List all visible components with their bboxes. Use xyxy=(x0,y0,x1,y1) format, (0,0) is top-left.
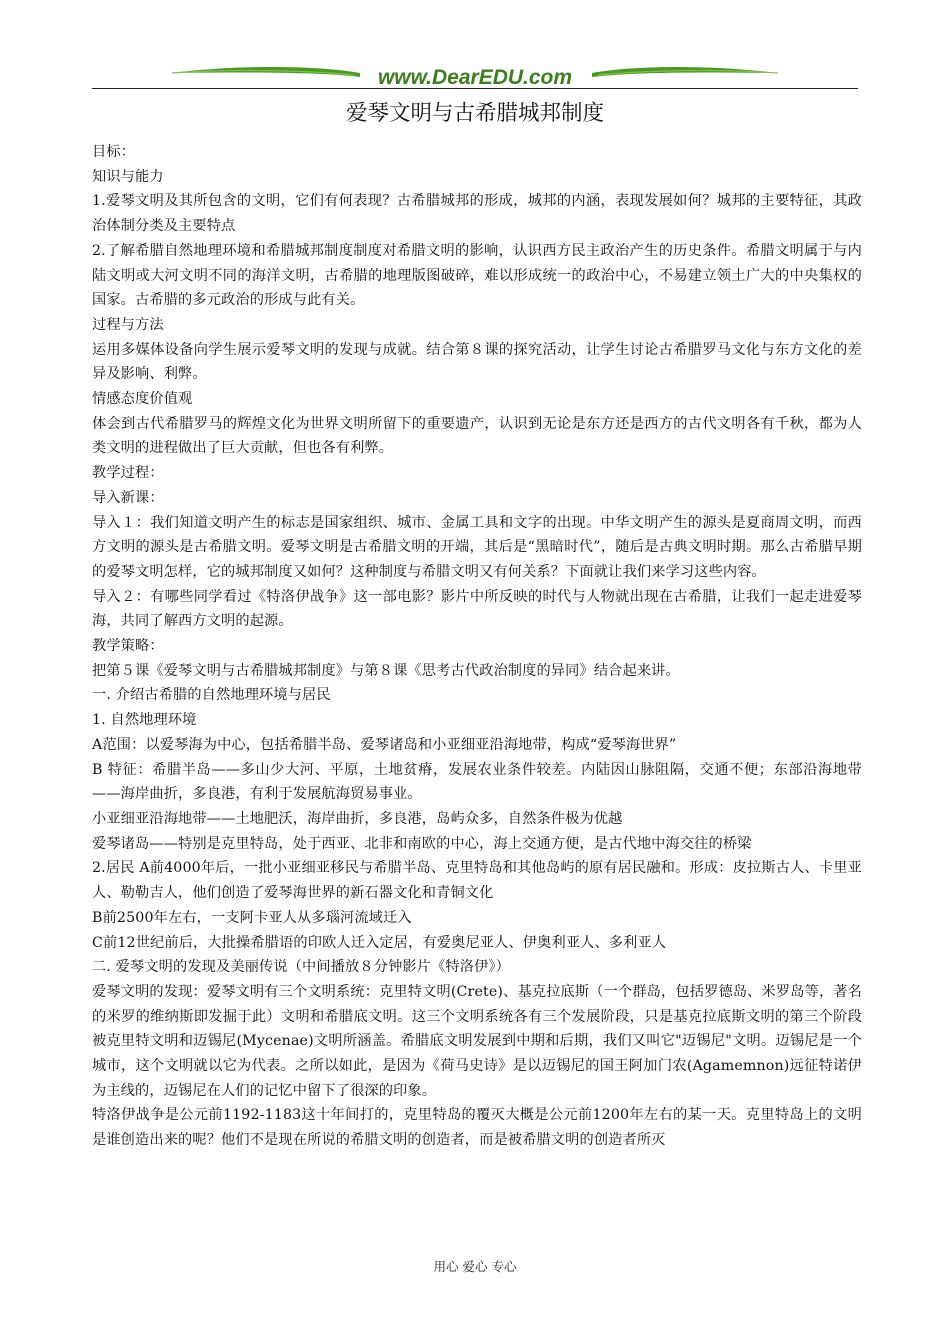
paragraph: 过程与方法 xyxy=(92,316,164,333)
paragraph: 导入１：我们知道文明产生的标志是国家组织、城市、金属工具和文字的出现。中华文明产生的源头是夏商周文明，而西方文明的源头是古希腊文明。爱琴文明是古希腊文明的开端，其后是“黑暗时代”，随后是古典文明时期。那么古希腊早期的爱琴文明怎样，它的城邦制度又如何？这种制度与希腊文明又有何关系？下面就让我们来学习这些内容。 xyxy=(92,514,862,580)
paragraph: B 特征：希腊半岛——多山少大河、平原，土地贫瘠，发展农业条件较差。内陆因山脉阻隔，交通不便；东部沿海地带——海岸曲折，多良港，有利于发展航海贸易事业。 xyxy=(92,761,862,803)
paragraph: 2.了解希腊自然地理环境和希腊城邦制度制度对希腊文明的影响，认识西方民主政治产生的历史条件。希腊文明属于与内陆文明或大河文明不同的海洋文明，古希腊的地理版图破碎，难以形成统一的政治中心，不易建立领土广大的中央集权的国家。古希腊的多元政治的形成与此有关。 xyxy=(92,242,862,309)
paragraph: 导入新课： xyxy=(92,489,164,506)
paragraph: B前2500年左右，一支阿卡亚人从多瑙河流域迁入 xyxy=(92,909,412,926)
paragraph: 运用多媒体设备向学生展示爱琴文明的发现与成就。结合第８课的探究活动，让学生讨论古希腊罗马文化与东方文化的差异及影响、利弊。 xyxy=(92,341,862,383)
paragraph: A范围：以爱琴海为中心，包括希腊半岛、爱琴诸岛和小亚细亚沿海地带，构成“爱琴海世界” xyxy=(92,736,677,753)
paragraph: 爱琴诸岛——特别是克里特岛，处于西亚、北非和南欧的中心，海上交通方便，是古代地中海交往的桥梁 xyxy=(92,835,752,852)
paragraph: 知识与能力 xyxy=(92,168,164,185)
paragraph: 目标： xyxy=(92,144,136,160)
paragraph: C前12世纪前后，大批操希腊语的印欧人迁入定居，有爱奥尼亚人、伊奥利亚人、多利亚人 xyxy=(92,934,667,951)
document-body xyxy=(92,140,862,1153)
paragraph: 爱琴文明的发现：爱琴文明有三个文明系统：克里特文明(Crete)、基克拉底斯（一个群岛，包括罗德岛、米罗岛等，著名的米罗的维纳斯即发掘于此）文明和希腊底文明。这三个文明系统各有三个发展阶段，只是基克拉底斯文明的第三个阶段被克里特文明和迈锡尼(Mycenae)文明所涵盖。希腊底文明发展到中期和后期，我们又叫它"迈锡尼"文明。迈锡尼是一个城市，这个文明就以它为代表。之所以如此，是因为《荷马史诗》是以迈锡尼的国王阿加门农(Agamemnon)远征特诺伊为主线的，迈锡尼在人们的记忆中留下了很深的印象。 xyxy=(92,983,862,1099)
paragraph: 特洛伊战争是公元前1192-1183这十年间打的，克里特岛的覆灭大概是公元前1200年左右的某一天。克里特岛上的文明是谁创造出来的呢？他们不是现在所说的希腊文明的创造者，而是被希腊文明的创造者所灭 xyxy=(92,1107,862,1149)
paragraph: 2.居民 A前4000年后，一批小亚细亚移民与希腊半岛、克里特岛和其他岛屿的原有居民融和。形成：皮拉斯古人、卡里亚人、勒勒吉人，他们创造了爱琴海世界的新石器文化和青铜文化 xyxy=(92,860,862,902)
paragraph: 导入２：有哪些同学看过《特洛伊战争》这一部电影？影片中所反映的时代与人物就出现在古希腊，让我们一起走进爱琴海，共同了解西方文明的起源。 xyxy=(92,588,862,630)
paragraph: 教学策略： xyxy=(92,638,164,655)
page-footer: 用心 爱心 专心 xyxy=(433,1259,517,1274)
page-title: 爱琴文明与古希腊城邦制度 xyxy=(345,101,604,126)
paragraph: 情感态度价值观 xyxy=(92,391,193,408)
paragraph: 把第５课《爱琴文明与古希腊城邦制度》与第８课《思考古代政治制度的异同》结合起来讲。 xyxy=(92,662,680,679)
paragraph: 1. 自然地理环境 xyxy=(92,712,197,729)
paragraph: 体会到古代希腊罗马的辉煌文化为世界文明所留下的重要遗产，认识到无论是东方还是西方的古代文明各有千秋，都为人类文明的进程做出了巨大贡献，但也各有利弊。 xyxy=(92,415,862,457)
paragraph: 一. 介绍古希腊的自然地理环境与居民 xyxy=(92,687,331,704)
header-divider xyxy=(92,88,858,89)
paragraph: 二. 爱琴文明的发现及美丽传说（中间播放８分钟影片《特洛伊》） xyxy=(92,959,511,976)
site-name: www.DearEDU.com xyxy=(377,66,573,89)
paragraph: 1.爱琴文明及其所包含的文明，它们有何表现？古希腊城邦的形成，城邦的内涵，表现发展如何？城邦的主要特征，其政治体制分类及主要特点 xyxy=(92,193,862,235)
paragraph: 教学过程： xyxy=(92,465,164,482)
paragraph: 小亚细亚沿海地带——土地肥沃，海岸曲折，多良港，岛屿众多，自然条件极为优越 xyxy=(92,810,623,827)
